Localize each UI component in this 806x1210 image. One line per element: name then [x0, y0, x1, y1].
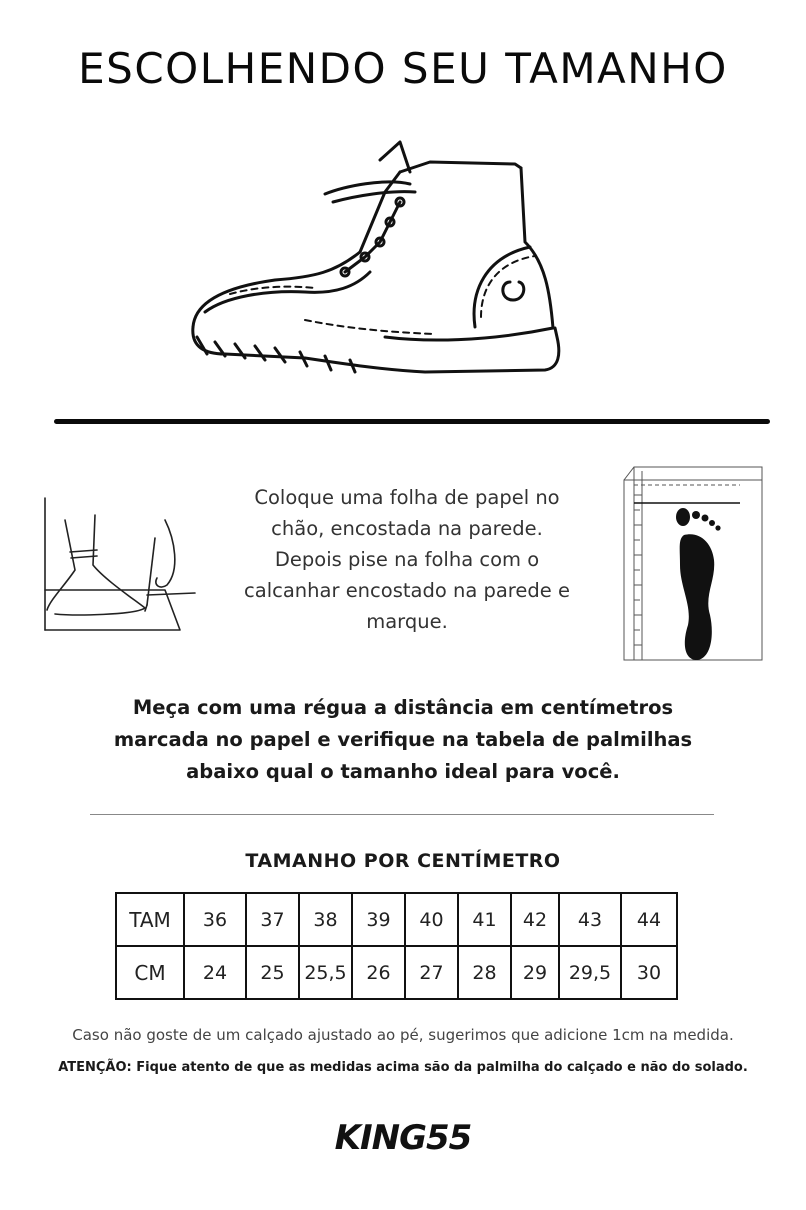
row-label-cm: CM	[116, 946, 184, 999]
page-title: ESCOLHENDO SEU TAMANHO	[78, 44, 728, 93]
brand-logo: KING55	[334, 1118, 472, 1158]
measure-line: Meça com uma régua a distância em centímetros	[132, 696, 674, 719]
size-cell: 37	[246, 893, 299, 946]
instruction-line: Coloque uma folha de papel no	[254, 486, 560, 509]
cm-cell: 24	[184, 946, 246, 999]
boot-illustration	[185, 132, 565, 387]
instruction-line: marque.	[366, 610, 448, 633]
cm-cell: 26	[352, 946, 405, 999]
divider-thin	[90, 814, 714, 815]
size-cell: 41	[458, 893, 511, 946]
instruction-line: calcanhar encostado na parede e	[244, 579, 570, 602]
row-label-tam: TAM	[116, 893, 184, 946]
cm-cell: 29,5	[559, 946, 621, 999]
instruction-line: chão, encostada na parede.	[271, 517, 543, 540]
size-cell: 40	[405, 893, 458, 946]
size-cell: 39	[352, 893, 405, 946]
cm-cell: 25	[246, 946, 299, 999]
measure-line: marcada no papel e verifique na tabela de palmilhas	[113, 728, 693, 751]
size-cell: 38	[299, 893, 352, 946]
table-row-cm	[116, 946, 677, 999]
measure-instructions	[60, 692, 746, 788]
foot-measuring-illustration	[35, 490, 205, 638]
fit-note: Caso não goste de um calçado ajustado ao pé, sugerimos que adicione 1cm na medida.	[72, 1026, 734, 1044]
cm-cell: 30	[621, 946, 677, 999]
cm-cell: 27	[405, 946, 458, 999]
divider-thick	[54, 419, 770, 424]
table-row-sizes	[116, 893, 677, 946]
instructions-text	[212, 482, 602, 637]
size-cell: 42	[511, 893, 559, 946]
size-cell: 43	[559, 893, 621, 946]
size-cell: 44	[621, 893, 677, 946]
ruler-footprint-illustration	[620, 465, 765, 665]
attention-note: ATENÇÃO: Fique atento de que as medidas acima são da palmilha do calçado e não do solado.	[58, 1060, 748, 1075]
cm-cell: 28	[458, 946, 511, 999]
size-table	[115, 892, 678, 1000]
measure-line: abaixo qual o tamanho ideal para você.	[186, 760, 620, 783]
size-cell: 36	[184, 893, 246, 946]
cm-cell: 25,5	[299, 946, 352, 999]
instruction-line: Depois pise na folha com o	[274, 548, 540, 571]
cm-cell: 29	[511, 946, 559, 999]
table-title: TAMANHO POR CENTÍMETRO	[245, 850, 561, 872]
